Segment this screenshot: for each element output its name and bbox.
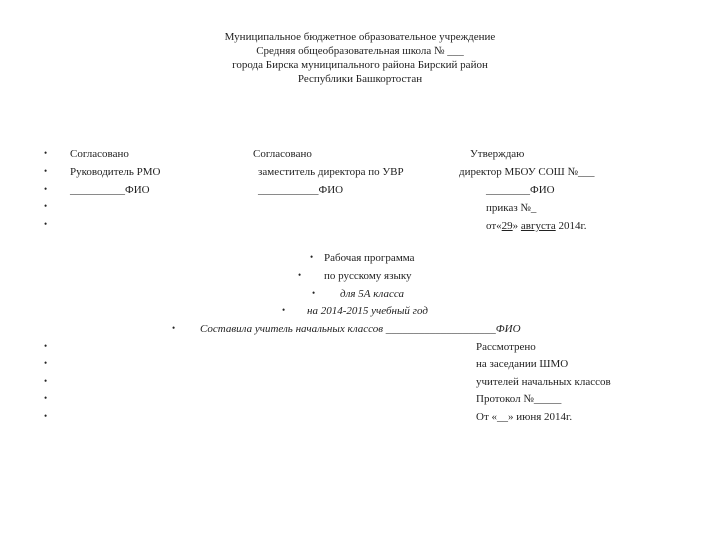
approval-center-sign: ___________ФИО: [258, 184, 344, 196]
review-protocol: Протокол №_____: [476, 393, 562, 405]
header-line-city: города Бирска муниципального района Бирский район: [232, 59, 488, 71]
bullet: •: [298, 270, 302, 280]
bullet: •: [44, 376, 48, 386]
date-prefix: от«: [486, 220, 502, 232]
bullet: •: [44, 166, 48, 176]
approval-center-title: Согласовано: [253, 148, 312, 160]
program-title: Рабочая программа: [324, 252, 415, 264]
bullet: •: [44, 358, 48, 368]
program-author: Составила учитель начальных классов ____________________ФИО: [200, 323, 521, 335]
program-subject: по русскому языку: [324, 270, 412, 282]
approval-center-role: заместитель директора по УВР: [258, 166, 404, 178]
bullet: •: [44, 411, 48, 421]
bullet: •: [44, 219, 48, 229]
review-date: От «__» июня 2014г.: [476, 411, 573, 423]
document-header: [0, 30, 720, 86]
bullet: •: [44, 201, 48, 211]
header-line-school: Средняя общеобразовательная школа № ___: [256, 45, 464, 57]
approval-right-role: директор МБОУ СОШ №___: [459, 166, 595, 178]
date-month: августа: [520, 220, 556, 232]
bullet: •: [44, 184, 48, 194]
bullet: •: [44, 393, 48, 403]
review-title: Рассмотрено: [476, 341, 536, 353]
review-teachers: учителей начальных классов: [476, 376, 611, 388]
header-line-institution: Муниципальное бюджетное образовательное учреждение: [224, 31, 496, 43]
program-year: на 2014-2015 учебный год: [307, 305, 428, 317]
approval-right-title: Утверждаю: [470, 148, 525, 160]
date-mid: »: [512, 220, 521, 232]
date-suffix: 2014г.: [555, 220, 587, 232]
bullet: •: [310, 252, 314, 262]
header-line-republic: Республики Башкортостан: [297, 73, 423, 85]
approval-right-date: [486, 220, 587, 233]
approval-left-title: Согласовано: [70, 148, 129, 160]
bullet: •: [44, 148, 48, 158]
date-day: 29: [501, 220, 513, 232]
approval-right-order: приказ №_: [486, 202, 537, 214]
bullet: •: [282, 305, 286, 315]
bullet: •: [44, 341, 48, 351]
approval-right-sign: ________ФИО: [486, 184, 555, 196]
approval-left-sign: __________ФИО: [70, 184, 150, 196]
approval-left-role: Руководитель РМО: [70, 166, 161, 178]
program-grade: для 5А класса: [340, 288, 404, 300]
bullet: •: [312, 288, 316, 298]
bullet: •: [172, 323, 176, 333]
review-meeting: на заседании ШМО: [476, 358, 569, 370]
